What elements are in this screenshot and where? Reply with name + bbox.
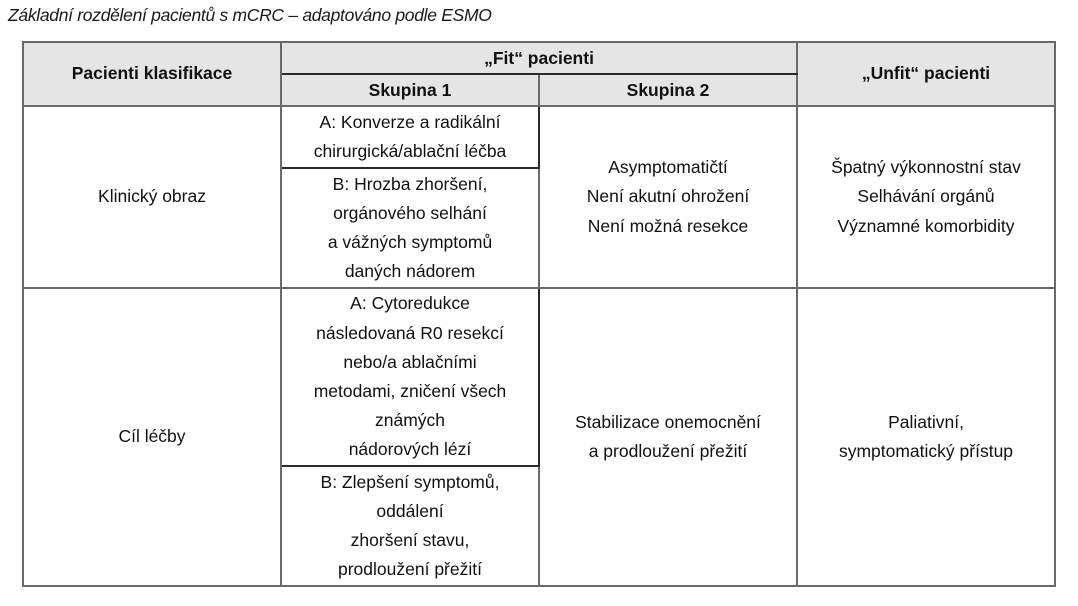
text-line: a prodloužení přežití xyxy=(588,441,748,461)
text-line: zhoršení stavu, xyxy=(350,530,470,550)
text-line: metodami, zničení všech xyxy=(313,381,507,401)
text-line: Stabilizace onemocnění xyxy=(575,411,761,432)
header-unfit-patients: „Unfit“ pacienti xyxy=(797,42,1055,106)
text-line: Selhávání orgánů xyxy=(857,186,995,207)
clinical-unfit xyxy=(797,106,1055,288)
clinical-group1-b xyxy=(281,168,539,288)
text-line: Není možná resekce xyxy=(587,215,749,236)
header-classification: Pacienti klasifikace xyxy=(23,42,281,106)
text-line: orgánového selhání xyxy=(333,202,487,223)
clinical-group2 xyxy=(539,106,797,288)
text-line: Významné komorbidity xyxy=(837,215,1015,236)
patient-classification-table xyxy=(22,41,1056,587)
text-line: následovaná R0 resekcí xyxy=(316,322,504,343)
text-line: A: Cytoredukce xyxy=(350,293,470,314)
text-line: Špatný výkonnostní stav xyxy=(831,157,1021,178)
header-group-2: Skupina 2 xyxy=(539,74,797,106)
header-group-1: Skupina 1 xyxy=(281,74,539,106)
text-line: B: Zlepšení symptomů, xyxy=(320,471,500,492)
table-row-clinical-picture xyxy=(23,106,1055,168)
text-line: prodloužení přežití xyxy=(338,559,482,580)
text-line: známých xyxy=(374,410,446,431)
row-label-treatment-goal: Cíl léčby xyxy=(23,288,281,586)
goal-group1-b xyxy=(281,466,539,586)
text-line: Paliativní, xyxy=(888,411,964,432)
text-line: nádorových lézí xyxy=(348,439,472,460)
header-fit-patients: „Fit“ pacienti xyxy=(281,42,797,74)
text-line: symptomatický přístup xyxy=(838,441,1014,461)
table-row-treatment-goal xyxy=(23,288,1055,466)
goal-group1-a xyxy=(281,288,539,466)
text-line: Není akutní ohrožení xyxy=(586,186,750,207)
text-line: daných nádorem xyxy=(344,261,476,282)
text-line: B: Hrozba zhoršení, xyxy=(332,173,488,194)
text-line: nebo/a ablačními xyxy=(343,351,477,372)
text-line: A: Konverze a radikální xyxy=(319,111,501,132)
table-caption: Základní rozdělení pacientů s mCRC – adaptováno podle ESMO xyxy=(8,5,492,25)
goal-unfit xyxy=(797,288,1055,586)
text-line: Asymptomatičtí xyxy=(608,157,728,178)
goal-group2 xyxy=(539,288,797,586)
text-line: oddálení xyxy=(376,500,444,521)
text-line: chirurgická/ablační léčba xyxy=(313,141,507,161)
clinical-group1-a xyxy=(281,106,539,168)
row-label-clinical-picture: Klinický obraz xyxy=(23,106,281,288)
text-line: a vážných symptomů xyxy=(327,232,493,252)
